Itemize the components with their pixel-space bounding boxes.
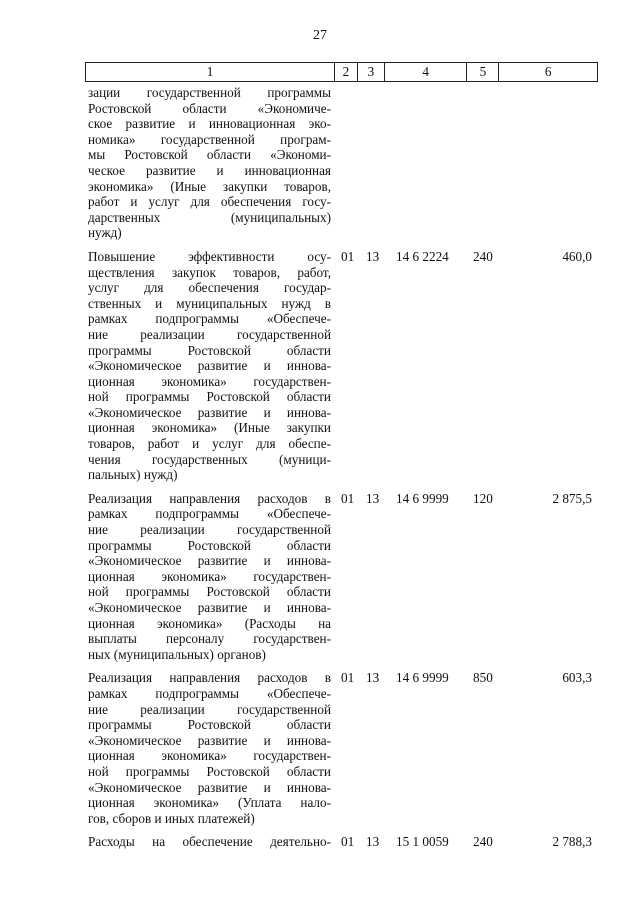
description-line: ционная экономика» (Расходы на [88, 615, 331, 631]
table-header [85, 62, 598, 82]
description-line: ционная экономика» (Иные закупки [88, 420, 331, 436]
header-col-6: 6 [544, 64, 552, 79]
row-description [85, 249, 335, 483]
description-line: ние реализации государственной [88, 326, 331, 342]
description-line: ществления закупок товаров, работ, [88, 264, 331, 280]
amount: 603,3 [562, 670, 592, 686]
target-article-code [385, 85, 468, 241]
amount: 2 875,5 [552, 490, 592, 506]
section-code [335, 85, 358, 241]
description-line: ной программы Ростовской области [88, 584, 331, 600]
target-article-code: 14 6 9999 [396, 490, 449, 506]
description-line: ние реализации государственной [88, 522, 331, 538]
description-line: «Экономическое развитие и иннова- [88, 732, 331, 748]
section-code: 01 [341, 248, 355, 264]
amount: 2 788,3 [552, 834, 592, 850]
description-line: ческое развитие и инновационная [88, 162, 331, 178]
row-description [85, 491, 335, 663]
row-description [85, 670, 335, 826]
table-row [85, 85, 598, 241]
description-line: работ и услуг для обеспечения госу- [88, 194, 331, 210]
table-row [85, 491, 598, 663]
description-line: услуг для обеспечения государ- [88, 280, 331, 296]
subsection-code: 13 [366, 490, 380, 506]
description-line: «Экономическое развитие и иннова- [88, 404, 331, 420]
subsection-code: 13 [366, 248, 380, 264]
description-line: номика» государственной програм- [88, 131, 331, 147]
amount: 460,0 [562, 248, 592, 264]
expense-type-code: 240 [473, 834, 493, 850]
expense-type-code: 240 [473, 248, 493, 264]
description-line: Расходы на обеспечение деятельно- [88, 834, 331, 850]
description-line: программы Ростовской области [88, 342, 331, 358]
header-col-2: 2 [335, 63, 358, 81]
description-line: ной программы Ростовской области [88, 763, 331, 779]
description-line: ское развитие и инновационная эко- [88, 116, 331, 132]
description-line: программы Ростовской области [88, 537, 331, 553]
header-col-5: 5 [467, 63, 499, 81]
description-line: «Экономическое развитие и иннова- [88, 600, 331, 615]
description-line: гов, сборов и иных платежей) [88, 810, 255, 826]
description-line: нужд) [88, 225, 122, 241]
target-article-code: 14 6 2224 [396, 248, 449, 264]
description-line: пальных) нужд) [88, 467, 178, 483]
description-line: Ростовской области «Экономиче- [88, 100, 331, 116]
description-line: чения государственных (муници- [88, 451, 331, 467]
expense-type-code: 850 [473, 670, 493, 686]
description-line: «Экономическое развитие и иннова- [88, 553, 331, 569]
table-body [85, 85, 598, 858]
section-code: 01 [341, 670, 355, 686]
description-line: мы Ростовской области «Экономи- [88, 147, 331, 163]
subsection-code: 13 [366, 670, 380, 686]
description-line: «Экономическое развитие и иннова- [88, 358, 331, 374]
header-col-4: 4 [385, 63, 468, 81]
section-code: 01 [341, 834, 355, 850]
table-row [85, 834, 598, 850]
expense-type-code: 120 [473, 490, 493, 506]
description-line: ционная экономика» (Уплата нало- [88, 795, 331, 811]
page-number: 27 [313, 28, 327, 43]
target-article-code: 15 1 0059 [396, 834, 449, 850]
subsection-code [358, 85, 385, 241]
description-line: ной программы Ростовской области [88, 389, 331, 405]
row-description [85, 834, 335, 850]
description-line: рамках подпрограммы «Обеспече- [88, 311, 331, 327]
amount [500, 85, 598, 241]
description-line: Реализация направления расходов в [88, 490, 331, 506]
header-col-1: 1 [86, 63, 335, 81]
header-col-3: 3 [358, 63, 385, 81]
expense-type-code [468, 85, 500, 241]
description-line: ционная экономика» государствен- [88, 568, 331, 584]
description-line: ционная экономика» государствен- [88, 373, 331, 389]
description-line: «Экономическое развитие и иннова- [88, 779, 331, 795]
description-line: дарственных (муниципальных) [88, 209, 331, 225]
description-line: Повышение эффективности осу- [88, 248, 331, 264]
description-line: ных (муниципальных) органов) [88, 646, 266, 662]
description-line: Реализация направления расходов в [88, 670, 331, 686]
target-article-code: 14 6 9999 [396, 670, 449, 686]
description-line: экономика» (Иные закупки товаров, [88, 178, 331, 194]
description-line: рамках подпрограммы «Обеспече- [88, 506, 331, 522]
table-row [85, 249, 598, 483]
description-line: ственных и муниципальных нужд в [88, 295, 331, 311]
section-code: 01 [341, 490, 355, 506]
description-line: рамках подпрограммы «Обеспече- [88, 685, 331, 701]
description-line: ние реализации государственной [88, 701, 331, 717]
description-line: выплаты персоналу государствен- [88, 631, 331, 647]
description-line: зации государственной программы [88, 85, 331, 100]
row-description [85, 85, 335, 241]
subsection-code: 13 [366, 834, 380, 850]
description-line: товаров, работ и услуг для обеспе- [88, 436, 331, 452]
description-line: ционная экономика» государствен- [88, 748, 331, 764]
table-row [85, 670, 598, 826]
description-line: программы Ростовской области [88, 717, 331, 733]
